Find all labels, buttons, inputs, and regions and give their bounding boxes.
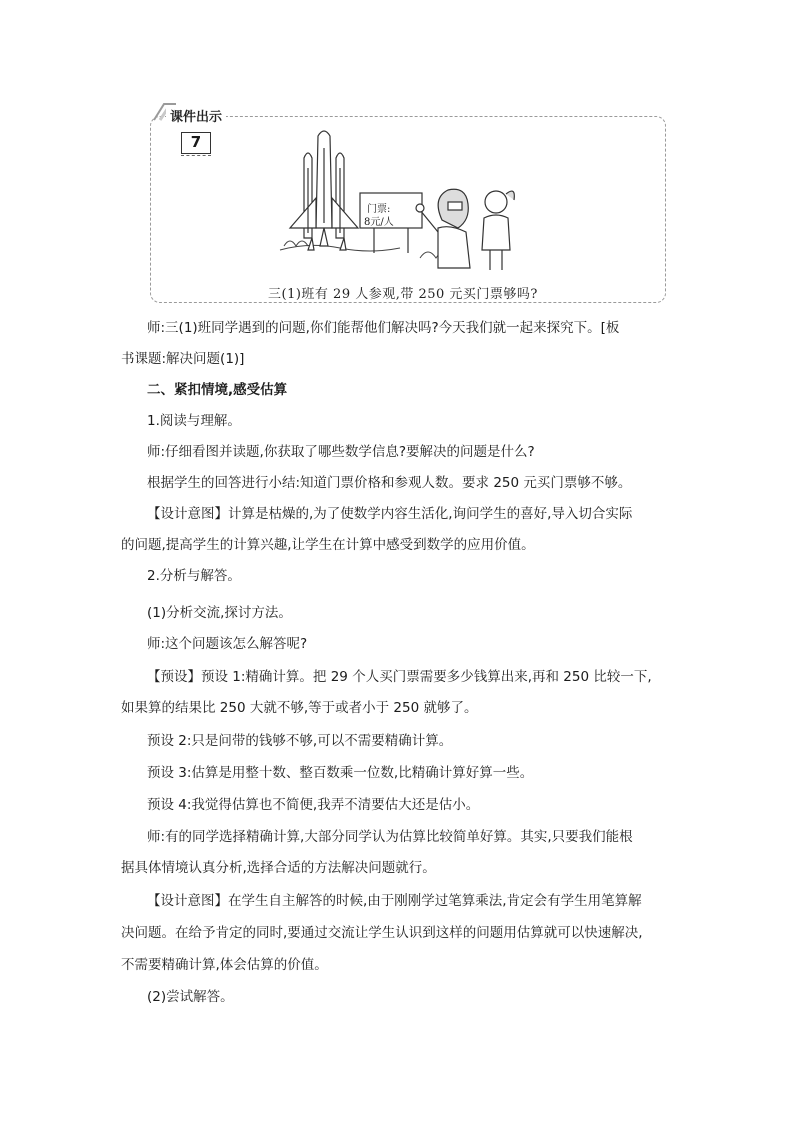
paragraph-teacher-intro: 师:三(1)班同学遇到的问题,你们能帮他们解决吗?今天我们就一起来探究下。[板 (147, 320, 620, 336)
paragraph-teacher-conclusion: 师:有的同学选择精确计算,大部分同学认为估算比较简单好算。其实,只要我们能根 (147, 829, 633, 845)
figure-caption: 三(1)班有 29 人参观,带 250 元买门票够吗? (268, 287, 538, 302)
paragraph-design-intent-2: 【设计意图】在学生自主解答的时候,由于刚刚学过笔算乘法,肯定会有学生用笔算解 (147, 893, 642, 909)
example-number: 7 (181, 132, 211, 154)
paragraph-step-2: (2)尝试解答。 (147, 989, 234, 1005)
paragraph-design-intent-1: 【设计意图】计算是枯燥的,为了使数学内容生活化,询问学生的喜好,导入切合实际 (147, 506, 633, 522)
paragraph-preset-1: 【预设】预设 1:精确计算。把 29 个人买门票需要多少钱算出来,再和 250 比较一下, (147, 669, 652, 685)
sign-line-1: 门票: (367, 204, 391, 215)
paragraph-teacher-question: 师:仔细看图并读题,你获取了哪些数学信息?要解决的问题是什么? (147, 444, 535, 460)
paragraph-design-intent-1-cont: 的问题,提高学生的计算兴趣,让学生在计算中感受到数学的应用价值。 (121, 537, 535, 553)
paragraph-preset-2: 预设 2:只是问带的钱够不够,可以不需要精确计算。 (147, 733, 453, 749)
section-heading: 二、紧扣情境,感受估算 (147, 382, 288, 398)
sign-line-2: 8元/人 (364, 217, 394, 228)
example-number-underline (181, 155, 211, 158)
scene-illustration (270, 128, 570, 278)
paragraph-teacher-conclusion-cont: 据具体情境认真分析,选择合适的方法解决问题就行。 (121, 860, 436, 876)
paragraph-preset-1-cont: 如果算的结果比 250 大就不够,等于或者小于 250 就够了。 (121, 700, 478, 716)
paragraph-design-intent-2-cont: 决问题。在给予肯定的同时,要通过交流让学生认识到这样的问题用估算就可以快速解决, (121, 925, 643, 941)
paragraph-analyze-solve: 2.分析与解答。 (147, 568, 241, 584)
paragraph-step-1: (1)分析交流,探讨方法。 (147, 605, 292, 621)
paragraph-preset-3: 预设 3:估算是用整十数、整百数乘一位数,比精确计算好算一些。 (147, 765, 534, 781)
paragraph-preset-4: 预设 4:我觉得估算也不简便,我弄不清要估大还是估小。 (147, 797, 480, 813)
paragraph-teacher-intro-cont: 书课题:解决问题(1)] (121, 351, 245, 367)
student-figure-icon (482, 191, 514, 270)
teacher-figure-icon (416, 189, 470, 268)
bush-left (284, 241, 308, 246)
courseware-label: 课件出示 (166, 106, 226, 125)
paragraph-read-understand: 1.阅读与理解。 (147, 413, 241, 429)
paragraph-teacher-how: 师:这个问题该怎么解答呢? (147, 636, 308, 652)
space-shuttle-icon (290, 131, 358, 250)
paragraph-summary: 根据学生的回答进行小结:知道门票价格和参观人数。要求 250 元买门票够不够。 (147, 475, 632, 491)
paragraph-design-intent-2-end: 不需要精确计算,体会估算的价值。 (121, 957, 328, 973)
